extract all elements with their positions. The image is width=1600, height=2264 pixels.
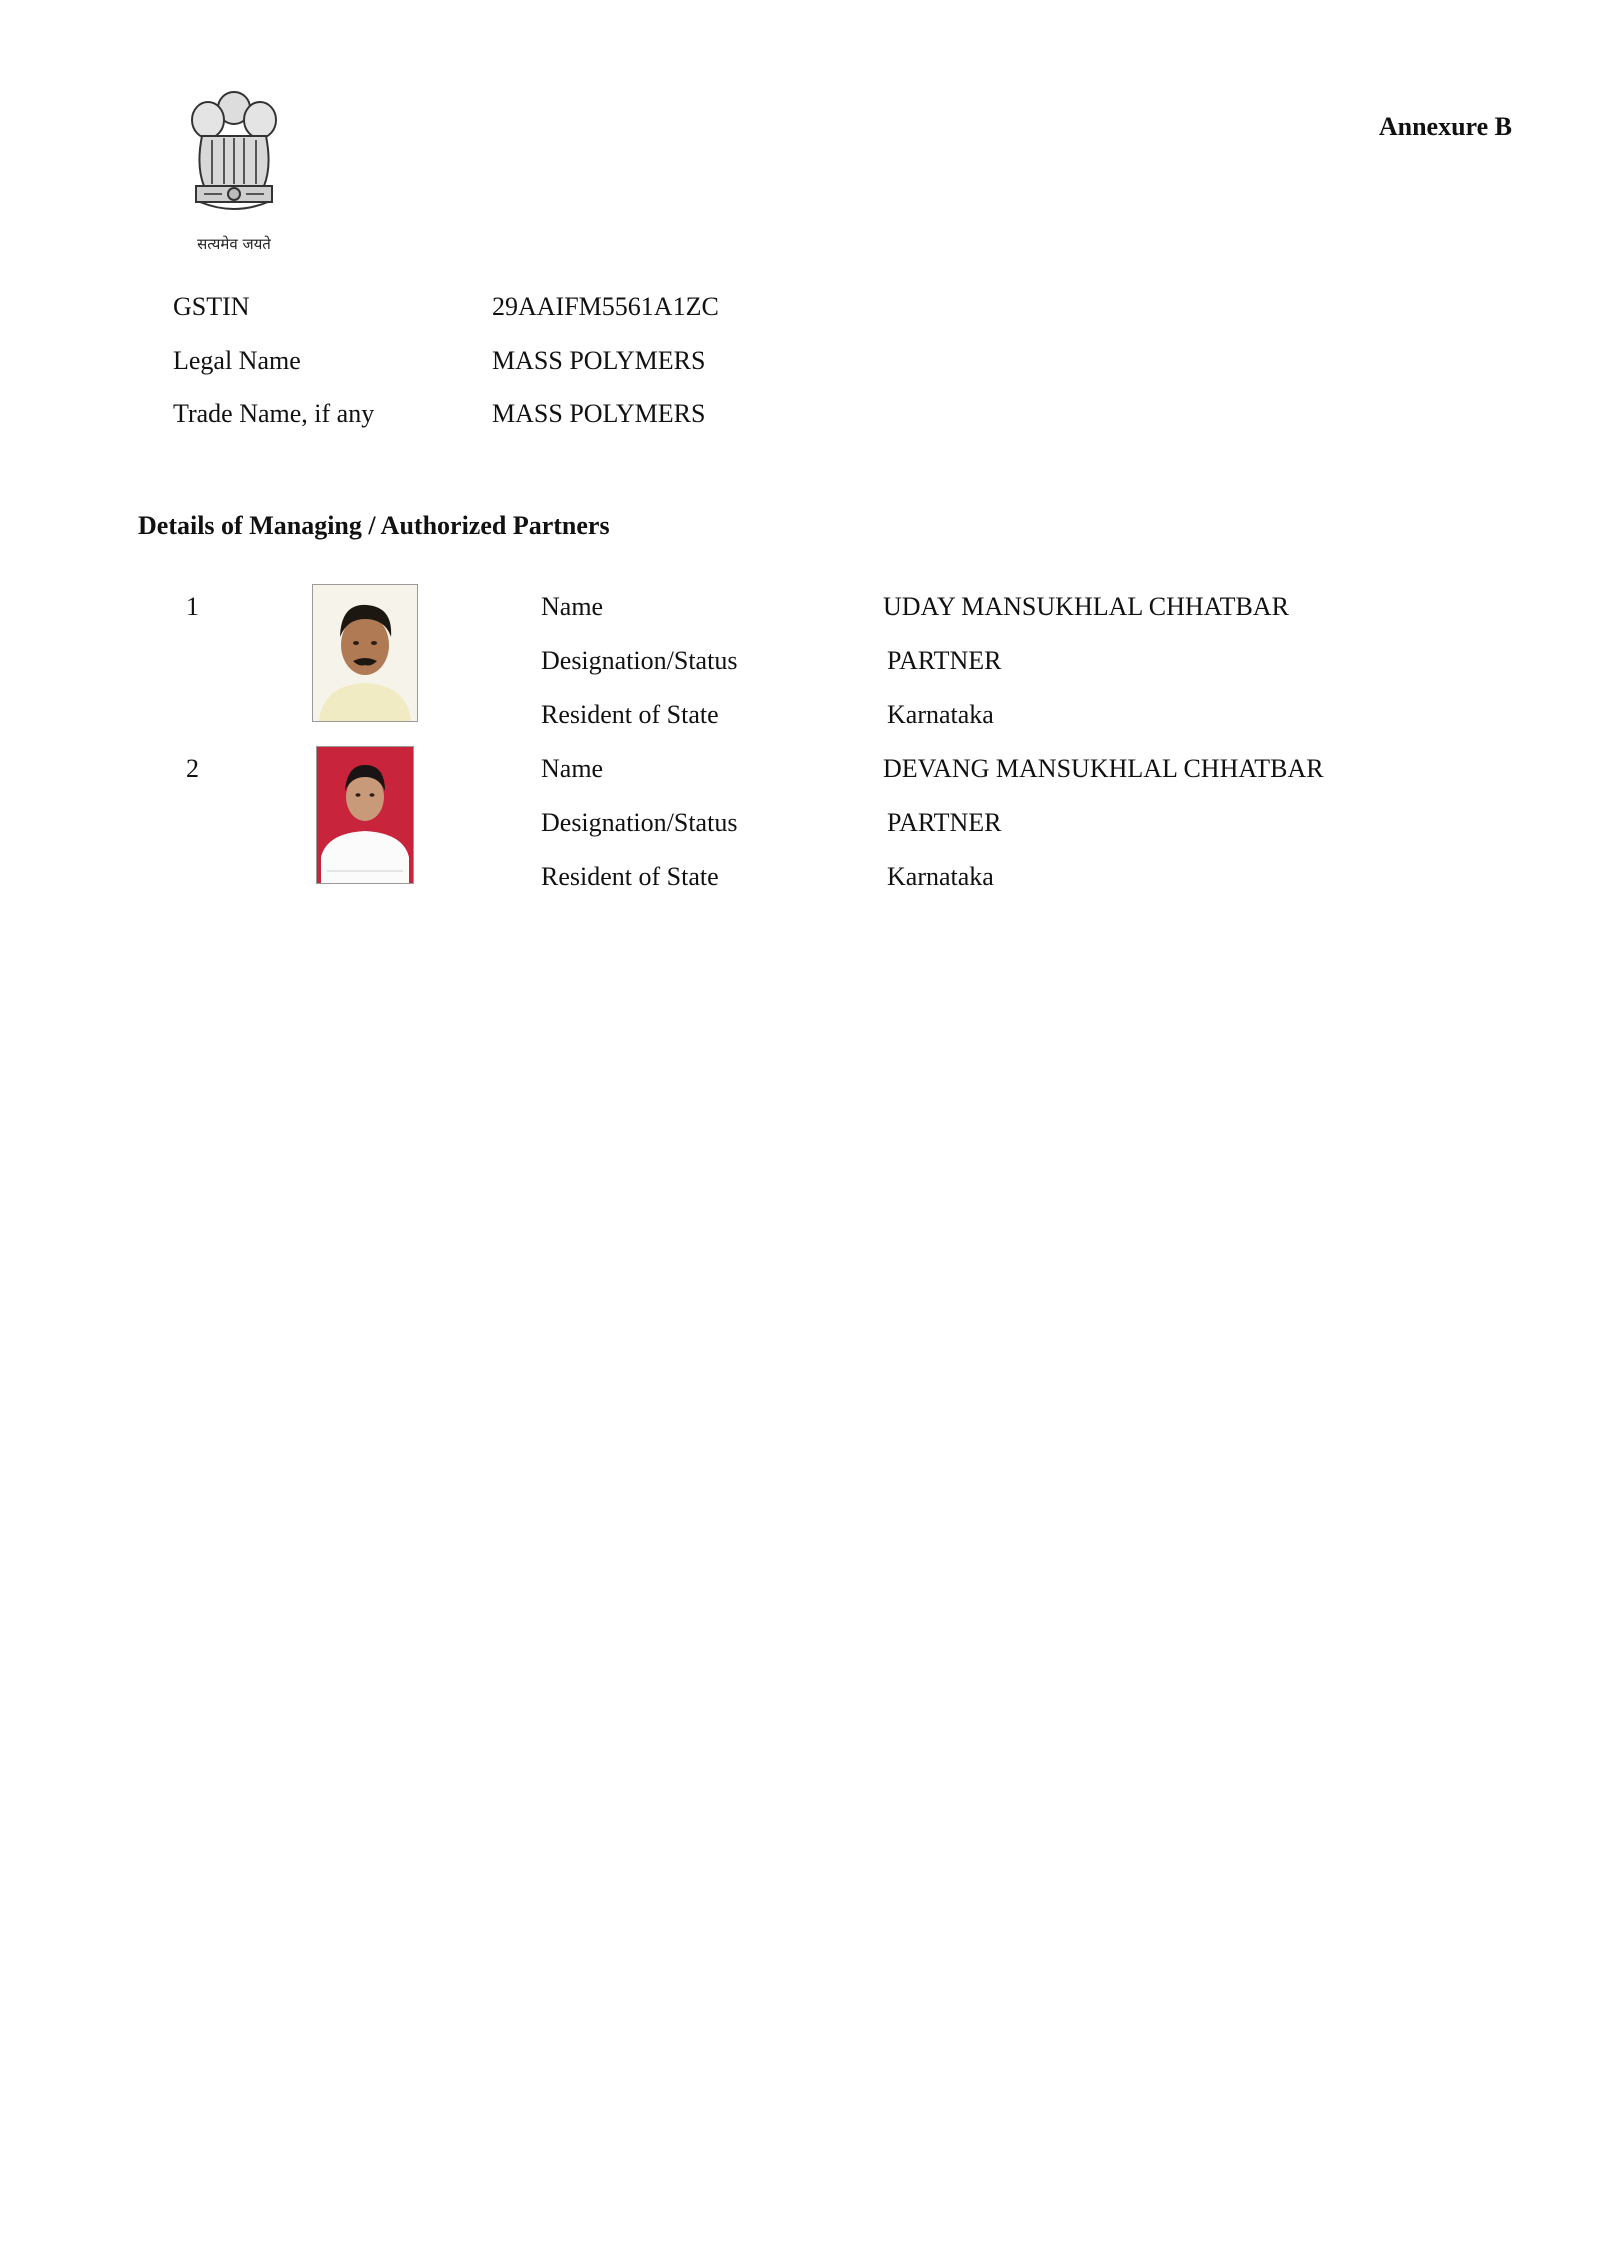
- gstin-value: 29AAIFM5561A1ZC: [492, 292, 719, 321]
- partner-number: 2: [186, 754, 199, 783]
- partner-number: 1: [186, 592, 199, 621]
- partner-state-label: Resident of State: [541, 700, 719, 729]
- annexure-label: Annexure B: [1378, 112, 1512, 141]
- person-photo-icon: [313, 585, 417, 721]
- partner-designation: PARTNER: [887, 808, 1002, 837]
- partner-photo: [312, 584, 418, 722]
- partner-name: DEVANG MANSUKHLAL CHHATBAR: [883, 754, 1324, 783]
- partner-name-label: Name: [541, 754, 604, 783]
- state-emblem: [182, 86, 286, 262]
- partner-designation-label: Designation/Status: [541, 808, 738, 837]
- partner-state-label: Resident of State: [541, 862, 719, 891]
- trade-name-label: Trade Name, if any: [173, 399, 375, 428]
- section-heading: Details of Managing / Authorized Partners: [138, 511, 610, 540]
- partner-designation: PARTNER: [887, 646, 1002, 675]
- gstin-label: GSTIN: [173, 292, 250, 321]
- partner-state: Karnataka: [887, 700, 994, 729]
- legal-name-value: MASS POLYMERS: [492, 346, 706, 375]
- partner-name: UDAY MANSUKHLAL CHHATBAR: [883, 592, 1289, 621]
- legal-name-label: Legal Name: [173, 346, 301, 375]
- person-photo-icon: [317, 747, 413, 883]
- trade-name-value: MASS POLYMERS: [492, 399, 706, 428]
- partner-designation-label: Designation/Status: [541, 646, 738, 675]
- partner-photo: [316, 746, 414, 884]
- partner-name-label: Name: [541, 592, 604, 621]
- emblem-motto: सत्यमेव जयते: [197, 235, 271, 253]
- partner-state: Karnataka: [887, 862, 994, 891]
- ashoka-lion-capital-emblem-icon: [182, 86, 286, 226]
